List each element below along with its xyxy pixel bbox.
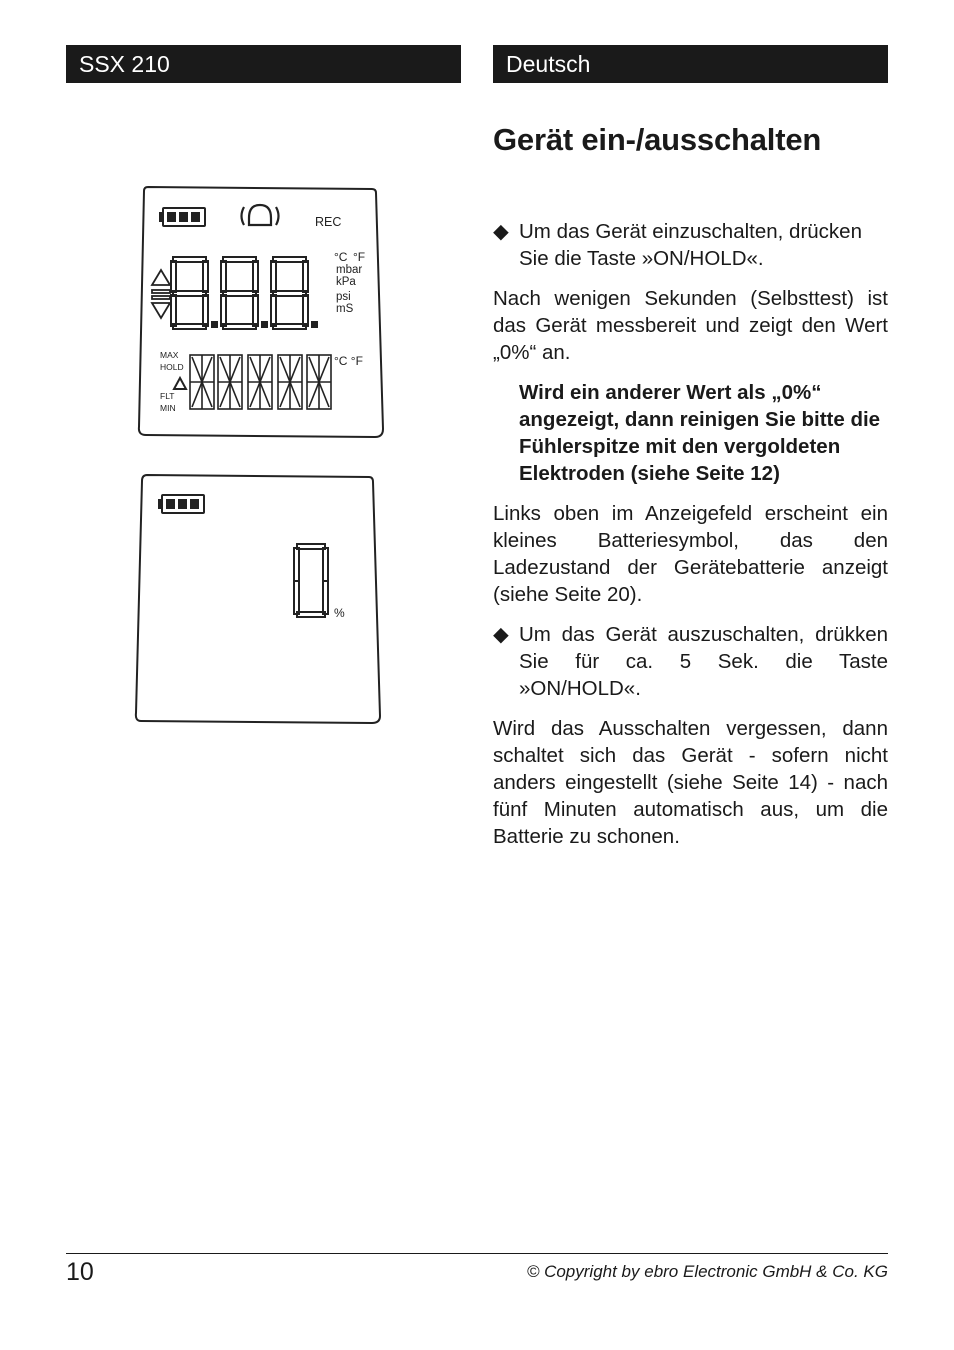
segment-digit-2 (218, 355, 242, 409)
segment-digit-4 (278, 355, 302, 409)
step-switch-off (493, 621, 888, 702)
step-switch-off-text: Um das Gerät auszuschalten, drükken Sie für ca. 5 Sek. die Taste »ON/HOLD«. (519, 623, 888, 700)
segment-digit-5 (307, 355, 331, 409)
unit-ms: mS (336, 303, 354, 315)
step-switch-on (493, 218, 888, 272)
digit-3 (271, 257, 308, 329)
lower-unit-label: °C °F (334, 354, 363, 368)
decimal-point-2 (262, 322, 267, 327)
step-switch-on-text: Um das Gerät einzuschalten, drücken Sie die Taste »ON/HOLD«. (519, 220, 862, 270)
header-language: Deutsch (493, 45, 888, 83)
unit-celsius: °C (334, 250, 348, 264)
unit-fahrenheit: °F (353, 250, 366, 264)
footer-divider (66, 1253, 888, 1254)
trend-arrows-icon (152, 270, 170, 318)
min-label: MIN (160, 403, 176, 413)
lcd-full-display-figure (136, 185, 386, 443)
warning-triangle-icon (174, 378, 186, 389)
cleaning-note: Wird ein anderer Wert als „0%“ angezeigt, dann reinigen Sie bitte die Fühlerspitze mit den vergoldeten Elektroden (siehe Seite 12) (519, 381, 881, 485)
unit-psi: psi (336, 291, 351, 303)
self-test-paragraph: Nach wenigen Sekunden (Selbsttest) ist das Gerät messbereit und zeigt den Wert „0%“ an. (493, 287, 888, 364)
segment-digit-3 (248, 355, 272, 409)
hold-label: HOLD (160, 362, 184, 372)
bell-alarm-icon (242, 205, 279, 225)
page-number: 10 (66, 1258, 94, 1286)
diamond-bullet-icon: ◆ (493, 623, 509, 646)
unit-kpa: kPa (336, 276, 356, 288)
digit-2 (221, 257, 258, 329)
unit-mbar: mbar (336, 264, 363, 276)
percent-unit: % (334, 606, 345, 620)
decimal-point-3 (312, 322, 317, 327)
copyright-notice: © Copyright by ebro Electronic GmbH & Co. KG (526, 1262, 888, 1281)
lcd-zero-percent-figure (133, 472, 383, 727)
page-title: Gerät ein-/ausschalten (493, 122, 822, 157)
digit-1 (171, 257, 208, 329)
zero-digit (294, 544, 328, 617)
auto-off-paragraph: Wird das Ausschalten vergessen, dann schaltet sich das Gerät - sofern nicht anders eingestellt (siehe Seite 14) - nach fünf Minuten automatisch aus, um die Batterie zu schonen. (493, 717, 888, 848)
battery-paragraph: Links oben im Anzeigefeld erscheint ein kleines Batteriesymbol, das den Ladezustand der Gerätebatterie anzeigt (siehe Seite 20). (493, 502, 888, 606)
battery-icon-2 (159, 495, 204, 513)
secondary-segment-digits (190, 355, 331, 409)
instructions-content (493, 218, 888, 863)
segment-digit-1 (190, 355, 214, 409)
decimal-point-1 (212, 322, 217, 327)
battery-icon (160, 208, 205, 226)
main-seven-segment-digits (171, 257, 317, 329)
diamond-bullet-icon: ◆ (493, 220, 509, 243)
max-label: MAX (160, 350, 179, 360)
flt-label: FLT (160, 391, 175, 401)
header-model: SSX 210 (66, 45, 461, 83)
rec-label: REC (315, 215, 342, 229)
